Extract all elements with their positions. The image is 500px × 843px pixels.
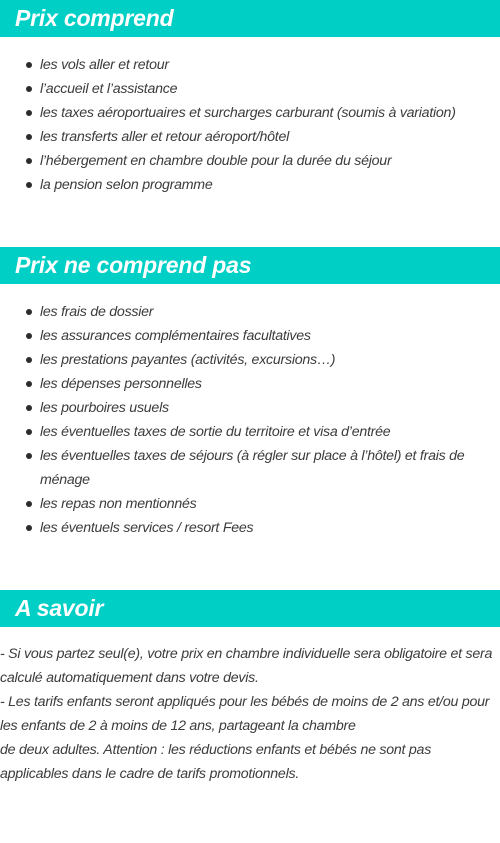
list-item: les assurances complémentaires facultatives: [0, 324, 490, 348]
section-title-good-to-know: A savoir: [15, 595, 104, 621]
list-item: les dépenses personnelles: [0, 372, 490, 396]
note-paragraph: - Les tarifs enfants seront appliqués pour les bébés de moins de 2 ans et/ou pour les enfants de 2 à moins de 12 ans, partageant la chambre: [0, 694, 490, 734]
list-item: les repas non mentionnés: [0, 492, 490, 516]
list-item: les vols aller et retour: [0, 53, 490, 77]
section-title-included: Prix comprend: [15, 5, 174, 31]
section-header-not-included: [0, 247, 500, 284]
list-item: les éventuelles taxes de séjours (à régler sur place à l’hôtel) et frais de ménage: [0, 444, 490, 492]
list-item: l’accueil et l’assistance: [0, 77, 490, 101]
section-title-not-included: Prix ne comprend pas: [15, 252, 252, 278]
included-list: [0, 53, 490, 197]
section-header-included: [0, 0, 500, 37]
note-paragraph: de deux adultes. Attention : les réductions enfants et bébés ne sont pas applicables dans le cadre de tarifs promotionnels.: [0, 742, 432, 782]
list-item: les prestations payantes (activités, excursions…): [0, 348, 490, 372]
list-item: l’hébergement en chambre double pour la durée du séjour: [0, 149, 490, 173]
section-header-good-to-know: [0, 590, 500, 627]
not-included-list: [0, 300, 490, 540]
list-item: les pourboires usuels: [0, 396, 490, 420]
list-item: les éventuelles taxes de sortie du territoire et visa d’entrée: [0, 420, 490, 444]
list-item: les frais de dossier: [0, 300, 490, 324]
list-item: les taxes aéroportuaires et surcharges carburant (soumis à variation): [0, 101, 490, 125]
list-item: la pension selon programme: [0, 173, 490, 197]
good-to-know-text: [0, 642, 500, 786]
list-item: les éventuels services / resort Fees: [0, 516, 490, 540]
list-item: les transferts aller et retour aéroport/hôtel: [0, 125, 490, 149]
note-paragraph: - Si vous partez seul(e), votre prix en chambre individuelle sera obligatoire et sera calculé automatiquement dans votre devis.: [0, 646, 493, 686]
